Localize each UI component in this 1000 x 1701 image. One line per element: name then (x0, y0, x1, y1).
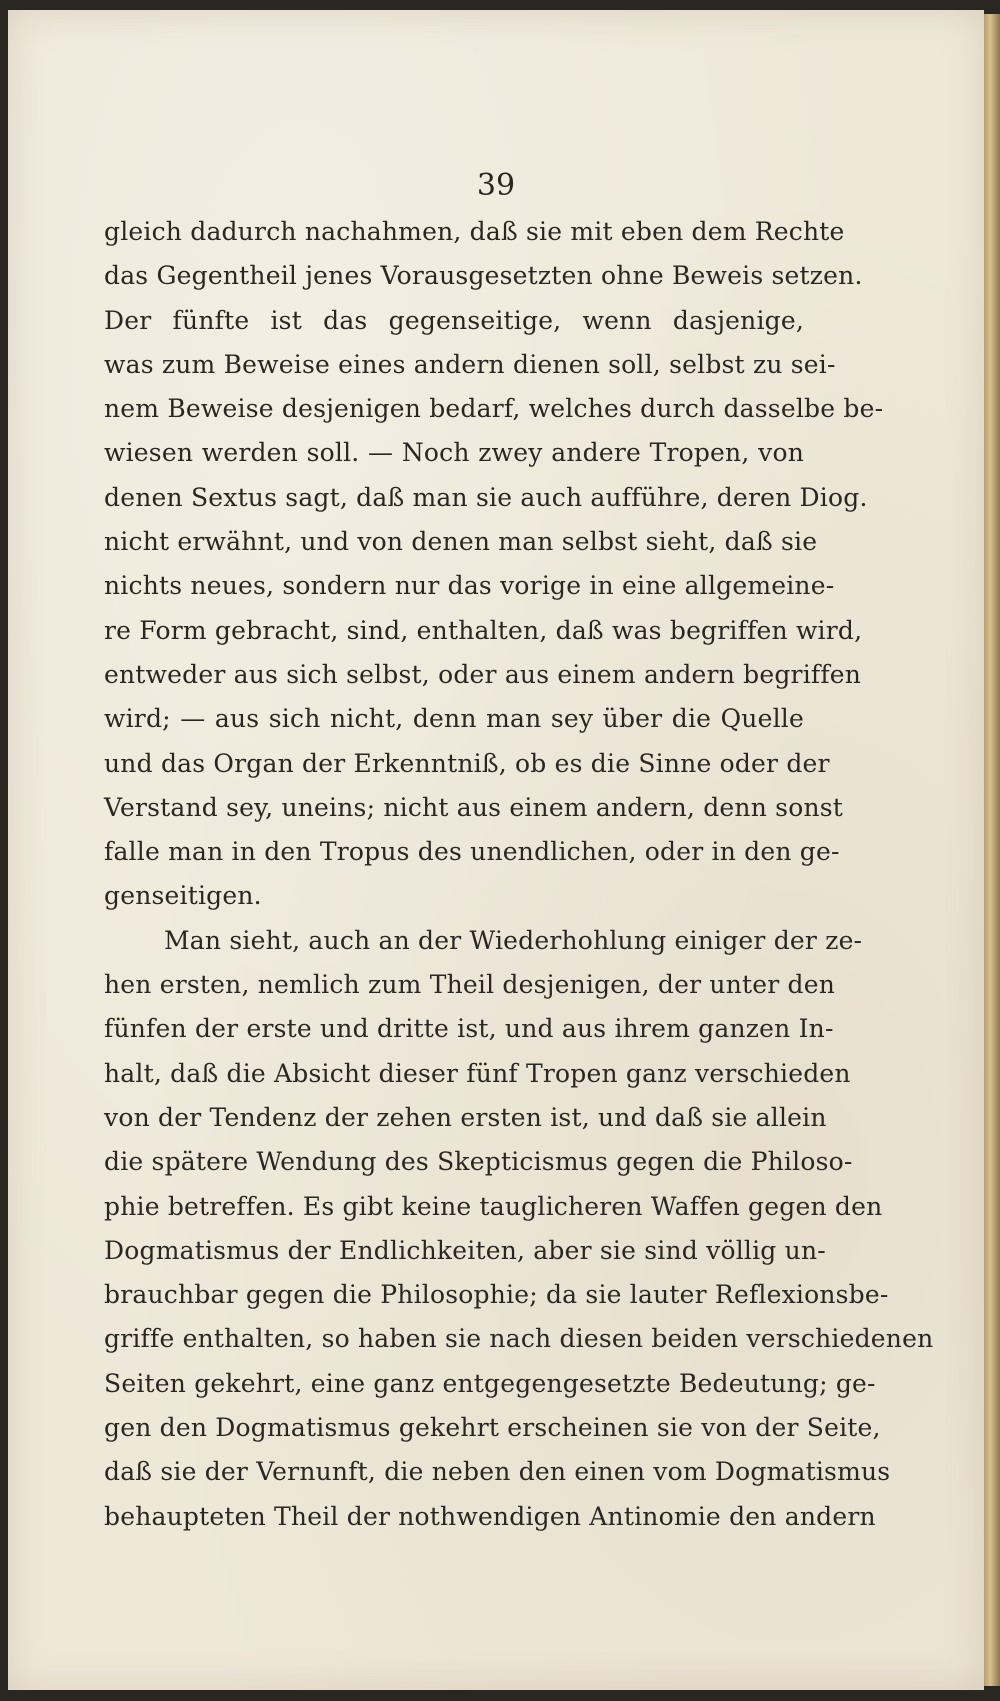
text-line: falle man in den Tropus des unendlichen, oder in den ge- (104, 837, 840, 867)
text-line: die spätere Wendung des Skepticismus gegen die Philoso- (104, 1147, 853, 1177)
text-line: denen Sextus sagt, daß man sie auch aufführe, deren Diog. (104, 482, 868, 512)
text-line: von der Tendenz der zehen ersten ist, und daß sie allein (104, 1102, 827, 1132)
text-line: hen ersten, nemlich zum Theil desjenigen, der unter den (104, 970, 836, 1000)
text-line: phie betreffen. Es gibt keine tauglicheren Waffen gegen den (104, 1191, 883, 1221)
text-line: nem Beweise desjenigen bedarf, welches durch dasselbe be- (104, 394, 884, 424)
text-line: Man sieht, auch an der Wiederhohlung einiger der ze- (164, 925, 863, 955)
book-page (8, 10, 984, 1690)
text-line: fünfen der erste und dritte ist, und aus ihrem ganzen In- (104, 1014, 834, 1044)
text-line: gen den Dogmatismus gekehrt erscheinen sie von der Seite, (104, 1413, 881, 1443)
body-text (104, 210, 934, 1539)
text-line: Verstand sey, uneins; nicht aus einem andern, denn sonst (104, 792, 844, 822)
text-line: das Gegentheil jenes Vorausgesetzten ohne Beweis setzen. (104, 261, 863, 291)
text-line: Dogmatismus der Endlichkeiten, aber sie sind völlig un- (104, 1235, 826, 1265)
text-line: wiesen werden soll. — Noch zwey andere Tropen, von (104, 438, 804, 468)
paragraph-1 (104, 210, 884, 919)
text-line: re Form gebracht, sind, enthalten, daß was begriffen wird, (104, 615, 863, 645)
text-line: brauchbar gegen die Philosophie; da sie lauter Reflexionsbe- (104, 1280, 889, 1310)
text-line: was zum Beweise eines andern dienen soll, selbst zu sei- (104, 349, 836, 379)
text-line: nicht erwähnt, und von denen man selbst sieht, daß sie (104, 527, 818, 557)
text-line: gleich dadurch nachahmen, daß sie mit eben dem Rechte (104, 217, 845, 246)
text-line: behaupteten Theil der nothwendigen Antinomie den andern (104, 1501, 876, 1531)
text-line: wird; — aus sich nicht, denn man sey über die Quelle (104, 704, 804, 734)
page-number: 39 (476, 168, 516, 203)
text-line: Seiten gekehrt, eine ganz entgegengesetzte Bedeutung; ge- (104, 1368, 876, 1398)
text-line: entweder aus sich selbst, oder aus einem andern begriffen (104, 659, 862, 689)
text-line: und das Organ der Erkenntniß, ob es die Sinne oder der (104, 748, 830, 778)
text-line: daß sie der Vernunft, die neben den einen vom Dogmatismus (104, 1457, 891, 1487)
text-line: nichts neues, sondern nur das vorige in eine allgemeine- (104, 571, 835, 601)
text-line: halt, daß die Absicht dieser fünf Tropen ganz verschieden (104, 1058, 851, 1088)
paragraph-2 (104, 919, 934, 1539)
text-line: Der fünfte ist das gegenseitige, wenn dasjenige, (104, 305, 804, 335)
text-line: genseitigen. (104, 881, 262, 911)
page-edge (984, 14, 1000, 1686)
text-line: griffe enthalten, so haben sie nach diesen beiden verschiedenen (104, 1324, 934, 1354)
